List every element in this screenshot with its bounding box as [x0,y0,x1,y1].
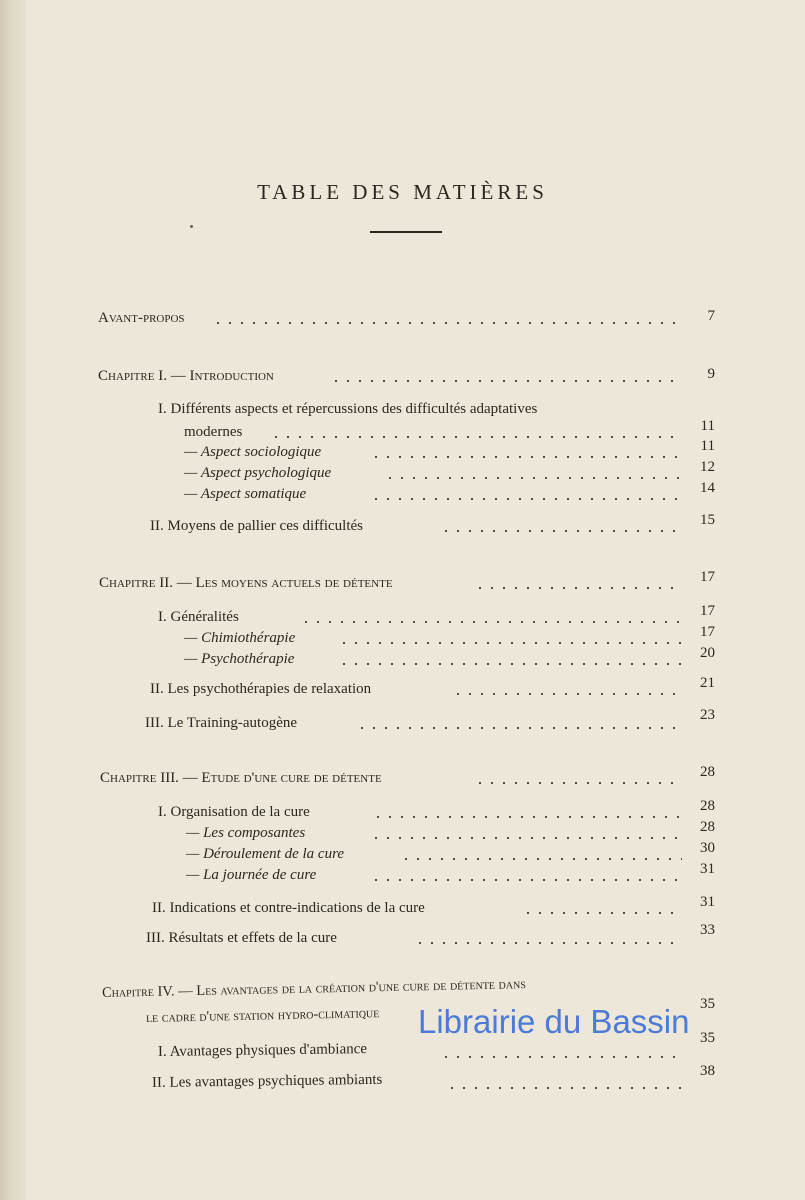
toc-entry-label: Chapitre III. — Etude d'une cure de détente [100,770,382,786]
toc-entry-label: — Déroulement de la cure [186,846,345,862]
toc-page-number: 33 [700,922,715,938]
dot-leader [338,641,682,645]
dot-leader [452,692,682,696]
toc-entry-label: — La journée de cure [186,867,317,883]
paper-speck [190,225,193,228]
dot-leader [414,941,682,945]
toc-entry-label: — Aspect somatique [184,486,307,502]
toc-page-number: 28 [700,798,715,814]
toc-section-1-2 [0,512,805,540]
toc-page-number: 35 [700,1030,715,1046]
toc-entry-label: Chapitre I. — Introduction [98,368,274,384]
toc-entry-label: — Les composantes [186,825,306,841]
toc-section-4-2 [0,1063,805,1097]
toc-subsection [0,861,805,889]
toc-entry-label: II. Moyens de pallier ces difficultés [150,518,363,534]
toc-entry-label: Avant-propos [98,310,185,326]
toc-page-number: 23 [700,707,715,723]
toc-entry-label: I. Avantages physiques d'ambiance [157,1041,368,1060]
dot-leader [370,497,682,501]
toc-entry-label: I. Généralités [158,609,239,625]
toc-entry-label: modernes [184,424,243,440]
toc-entry-label: I. Différents aspects et répercussions des difficultés adaptatives [158,401,538,417]
dot-leader [474,781,682,785]
toc-page-number: 31 [700,894,715,910]
dot-leader [338,662,682,666]
dot-leader [370,455,682,459]
toc-entry-label: le cadre d'une station hydro-climatique [145,1005,380,1026]
toc-entry-label: III. Résultats et effets de la cure [146,930,337,946]
toc-page-number: 15 [700,512,715,528]
toc-page-number: 35 [700,996,715,1012]
toc-section-3-2 [0,894,805,922]
dot-leader [474,586,682,590]
page-title: TABLE DES MATIÈRES [257,180,548,204]
toc-section-2-2 [0,675,805,703]
toc-entry-label: Chapitre II. — Les moyens actuels de détente [99,575,393,591]
dot-leader [356,726,682,730]
toc-page-number: 11 [700,418,715,434]
toc-section-2-3 [0,707,805,737]
dot-leader [400,857,682,861]
toc-entry-label: — Aspect psychologique [184,465,332,481]
toc-subsection [0,480,805,508]
toc-entry-label: — Chimiothérapie [184,630,296,646]
dot-leader [446,1086,682,1090]
toc-entry-label: II. Indications et contre-indications de la cure [152,900,425,916]
toc-page-number: 28 [700,764,715,780]
toc-page-number: 14 [700,480,715,496]
dot-leader [370,836,682,840]
dot-leader [384,476,682,480]
toc-entry-label: II. Les avantages psychiques ambiants [151,1071,383,1091]
toc-section-3-3 [0,922,805,952]
toc-page-number: 31 [700,861,715,877]
toc-chapter-2 [0,569,805,597]
toc-page-number: 17 [700,569,715,585]
toc-entry-label: III. Le Training-autogène [145,715,298,731]
toc-entry-label: — Aspect sociologique [184,444,322,460]
dot-leader [330,379,682,383]
toc-entry-label: I. Organisation de la cure [158,804,310,820]
toc-page-number: 21 [700,675,715,691]
watermark-label: Librairie du Bassin [418,1003,690,1040]
toc-page-number: 12 [700,459,715,475]
toc-entry-avant-propos [0,310,805,332]
dot-leader [212,321,682,325]
dot-leader [440,529,682,533]
toc-page-number: 7 [707,308,715,324]
toc-page-number: 30 [700,840,715,856]
toc-page-number: 38 [700,1063,715,1079]
toc-chapter-1 [0,368,805,390]
dot-leader [270,435,682,439]
toc-entry-label: II. Les psychothérapies de relaxation [150,681,372,697]
dot-leader [300,620,682,624]
dot-leader [522,911,682,915]
toc-entry-label: — Psychothérapie [184,651,295,667]
toc-page-number: 20 [700,645,715,661]
dot-leader [370,878,682,882]
toc-page-number: 11 [700,438,715,454]
toc-subsection [0,645,805,673]
title-underline [370,231,442,233]
toc-entry-label: Chapitre IV. — Les avantages de la création d'une cure de détente dans [101,976,526,1001]
toc-chapter-3 [0,764,805,792]
toc-page-number: 17 [700,603,715,619]
dot-leader [440,1055,682,1059]
toc-page-number: 17 [700,624,715,640]
dot-leader [372,815,682,819]
toc-page-number: 9 [707,366,715,382]
toc-page-number: 28 [700,819,715,835]
